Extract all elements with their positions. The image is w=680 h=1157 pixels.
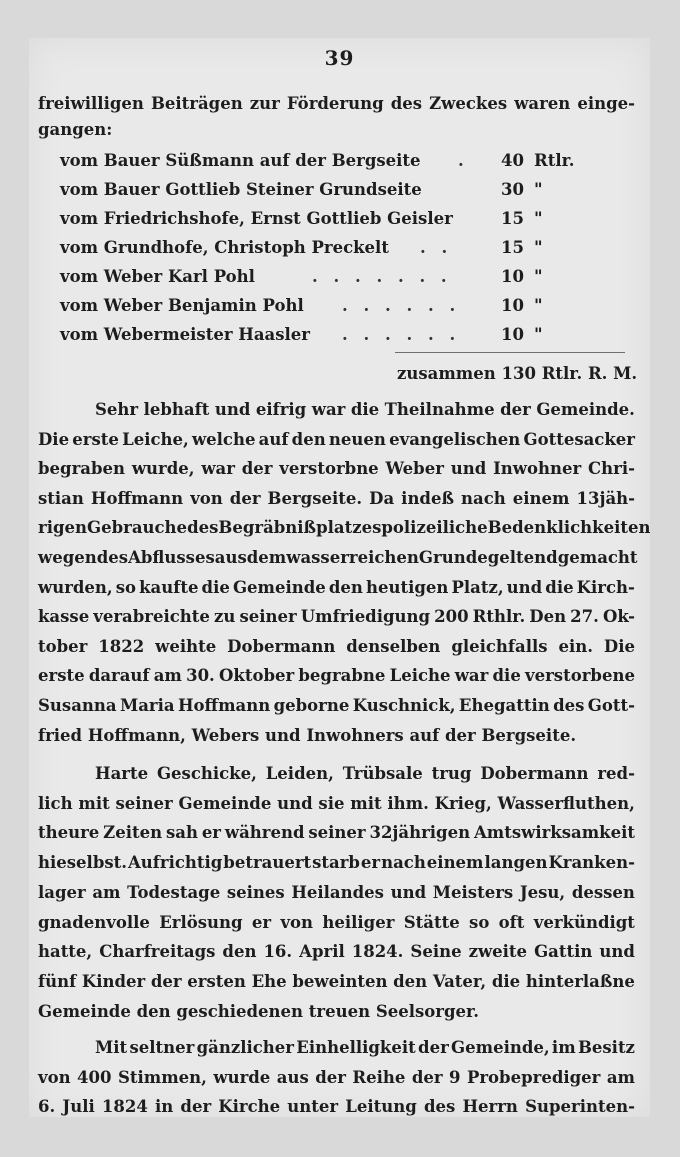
donation-row: [60, 151, 626, 175]
currency-unit: ": [534, 267, 543, 286]
leader-dots: . .: [420, 238, 453, 257]
text-line: Sehr lebhaft und eifrig war die Theilnahme der Gemeinde.: [95, 400, 635, 419]
donation-row: [60, 296, 626, 320]
leader-dots: . . . . . .: [342, 325, 461, 344]
text-line: hatte, Charfreitags den 16. April 1824. Seine zweite Gattin und: [38, 942, 635, 962]
page-number: 39: [324, 46, 355, 70]
donor-name: vom Bauer Süßmann auf der Bergseite: [60, 151, 421, 170]
intro-line-1: freiwilligen Beiträgen zur Förderung des Zweckes waren einge-: [38, 94, 635, 113]
currency-unit: ": [534, 238, 543, 257]
text-line: 6. Juli 1824 in der Kirche unter Leitung des Herrn Superinten-: [38, 1097, 635, 1116]
donor-name: vom Webermeister Haasler: [60, 325, 310, 344]
donor-name: vom Weber Karl Pohl: [60, 267, 255, 286]
donation-amount: 10: [501, 325, 524, 344]
donation-amount: 30: [501, 180, 524, 199]
text-line: hieselbst. Aufrichtig betrauert starb er nach einem langen Kranken-: [38, 853, 635, 873]
text-line: fünf Kinder der ersten Ehe beweinten den Vater, die hinterlaßne: [38, 971, 635, 991]
intro-line-2: gangen:: [38, 120, 113, 139]
text-line: theure Zeiten sah er während seiner 32jährigen Amtswirksamkeit: [38, 823, 635, 843]
donation-amount: 15: [501, 238, 524, 257]
sum-rule: [395, 352, 625, 353]
text-line: gnadenvolle Erlösung er von heiliger Stätte so oft verkündigt: [38, 912, 635, 932]
donation-row: [60, 209, 626, 233]
donation-amount: 10: [501, 296, 524, 315]
currency-unit: ": [534, 296, 543, 315]
donation-row: [60, 267, 626, 291]
donor-name: vom Grundhofe, Christoph Preckelt: [60, 238, 389, 257]
donor-name: vom Friedrichshofe, Ernst Gottlieb Geisler: [60, 209, 453, 228]
donation-total: zusammen 130 Rtlr. R. M.: [397, 364, 638, 383]
text-line: Mit seltner gänzlicher Einhelligkeit der Gemeinde, im Besitz: [95, 1038, 635, 1057]
text-line: Die erste Leiche, welche auf den neuen evangelischen Gottesacker: [38, 429, 635, 449]
currency-unit: ": [534, 325, 543, 344]
text-line: rigen Gebrauche des Begräbnißplatzes polizeiliche Bedenklichkeiten: [38, 518, 650, 538]
donation-amount: 40: [501, 151, 524, 170]
text-line: tober 1822 weihte Dobermann denselben gleichfalls ein. Die: [38, 636, 635, 656]
text-line: lich mit seiner Gemeinde und sie mit ihm. Krieg, Wasserfluthen,: [38, 793, 635, 813]
text-line: kasse verabreichte zu seiner Umfriedigung 200 Rthlr. Den 27. Ok-: [38, 607, 635, 627]
currency-unit: ": [534, 209, 543, 228]
currency-unit: ": [534, 180, 543, 199]
donor-name: vom Weber Benjamin Pohl: [60, 296, 304, 315]
text-line: erste darauf am 30. Oktober begrabne Leiche war die verstorbene: [38, 666, 635, 686]
donation-amount: 15: [501, 209, 524, 228]
leader-dots: .: [458, 151, 469, 170]
text-line: Harte Geschicke, Leiden, Trübsale trug Dobermann red-: [95, 764, 635, 783]
text-line: Gemeinde den geschiedenen treuen Seelsorger.: [38, 1001, 479, 1021]
leader-dots: . . . . . . .: [312, 267, 452, 286]
text-line: Susanna Maria Hoffmann geborne Kuschnick, Ehegattin des Gott-: [38, 696, 635, 715]
book-page: [29, 38, 650, 1117]
donation-amount: 10: [501, 267, 524, 286]
donor-name: vom Bauer Gottlieb Steiner Grundseite: [60, 180, 422, 199]
text-line: lager am Todestage seines Heilandes und Meisters Jesu, dessen: [38, 882, 635, 902]
leader-dots: . . . . . .: [342, 296, 461, 315]
text-line: wurden, so kaufte die Gemeinde den heutigen Platz, und die Kirch-: [38, 577, 635, 597]
text-line: stian Hoffmann von der Bergseite. Da indeß nach einem 13jäh-: [38, 488, 635, 508]
currency-unit: Rtlr.: [534, 151, 575, 170]
text-line: fried Hoffmann, Webers und Inwohners auf der Bergseite.: [38, 725, 577, 745]
text-line: begraben wurde, war der verstorbne Weber und Inwohner Chri-: [38, 459, 635, 479]
text-line: wegen des Abflusses aus dem wasserreichen Grunde geltend gemacht: [38, 548, 638, 567]
text-line: von 400 Stimmen, wurde aus der Reihe der 9 Probeprediger am: [38, 1067, 635, 1087]
donation-row: [60, 325, 626, 349]
donation-row: [60, 180, 626, 204]
donation-row: [60, 238, 626, 262]
